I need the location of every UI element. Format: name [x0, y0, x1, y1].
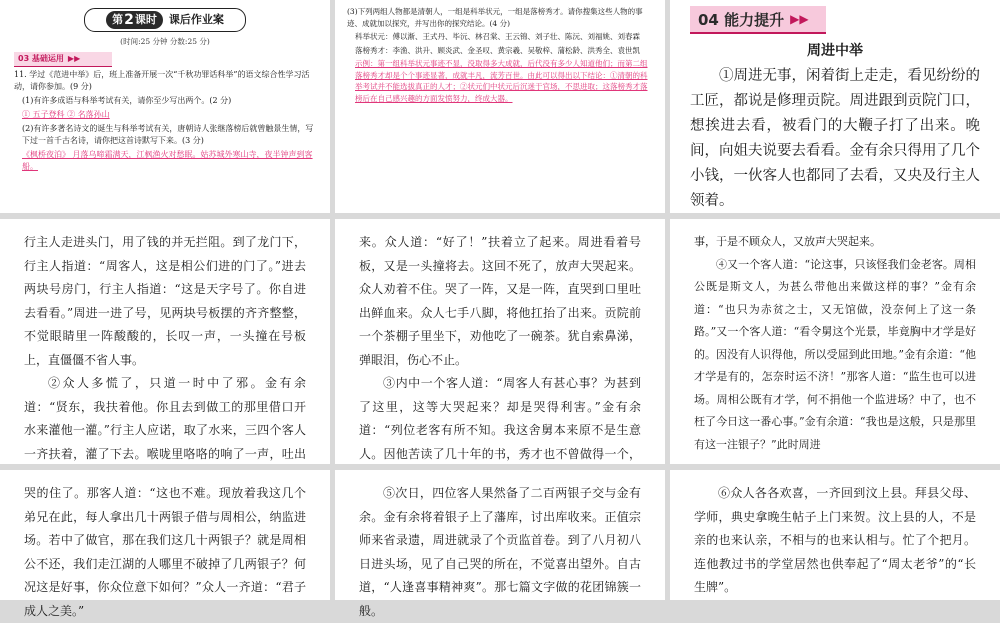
- panel-homework: [0, 0, 330, 213]
- question-3: (3)下列两组人物都是清朝人，一组是科举状元，一组是落榜秀才。请你搜集这些人物的事迹、成就加以探究，并写出你的探究结论。(4 分): [347, 7, 643, 28]
- paragraph-3: ③内中一个客人道：“周客人有甚心事？为甚到了这里，这等大哭起来？却是哭得利害。”金有余道：“列位老客有所不知。我这舍舅本来原不是生意人。因他苦读了几十年的书，秀才也不曾做得一个，: [359, 376, 641, 461]
- paragraph-1-continued: 行主人走进头门，用了钱的并无拦阻。到了龙门下，行主人指道：“周客人，这是相公们进的门了。”进去两块号房门，行主人指道：“这是天字号了。你自进去看看。”周进一进了号，见两块号板摆的齐齐整整，不觉眼睛里一阵酸酸的，长叹一声，一头撞在号板上，直僵僵不省人事。: [24, 235, 306, 367]
- lesson-number: 2: [124, 12, 134, 28]
- panel-article-part-2: [0, 219, 330, 464]
- question-11-2: (2)有许多著名诗文的诞生与科举考试有关，唐朝诗人张继落榜后就曾触景生情，写下过一首千古名诗，请你把这首诗默写下来。(3 分): [22, 124, 314, 145]
- answer-11-1: ① 五子登科 ② 名落孙山: [22, 110, 110, 119]
- section-tag-basic: [14, 52, 112, 67]
- question-11: 11. 学过《范进中举》后，班上准备开展一次“千秋功罪话科举”的语文综合性学习活动，请你参加。(9 分): [14, 70, 310, 91]
- panel-article-part-6: [335, 470, 665, 618]
- paragraph-4: ④又一个客人道：“论这事，只该怪我们金老客。周相公既是斯文人，为甚么带他出来做这样的事？”金有余道：“也只为赤贫之士，又无馆做，没奈何上了这一条路。”又一个客人道：“看令舅这个光景，毕竟胸中才学是好的。因没有人识得他，所以受屈到此田地。”金有余道：“他才学是有的，怎奈时运不济！”那客人道：“监生也可以进场。周相公既有才学，何不捐他一个监进场？中了，也不枉了今日这一番心事。”金有余道：“我也是这般，只是那里有这一注银子？”此时周进: [694, 257, 976, 451]
- paragraph-6: ⑥众人各各欢喜，一齐回到汶上县。拜县父母、学师，典史拿晚生帖子上门来贺。汶上县的人，不是亲的也来认亲，不相与的也来认相与。忙了个把月。连他教过书的学堂居然也供奉起了“周太老爷”的“长生牌”。: [694, 486, 976, 594]
- paragraph-2-continued: 来。众人道：“好了！”扶着立了起来。周进看着号板，又是一头撞将去。这回不死了，放声大哭起来。众人劝着不住。哭了一阵，又是一阵，直哭到口里吐出鲜血来。众人七手八脚，将他扛抬了出来。贡院前一个茶棚子里坐下，劝他吃了一碗茶。犹自索鼻涕，弹眼泪，伤心不止。: [359, 235, 641, 367]
- panel-article-part-4: [670, 219, 1000, 464]
- lesson-suffix: 课时: [134, 13, 157, 26]
- double-arrow-icon: ▶▶: [790, 12, 809, 26]
- lesson-title: 课后作业案: [168, 13, 224, 26]
- zhuangyuan-list: 科举状元：傅以渐、王式丹、毕沅、林召棠、王云锦、刘子壮、陈沅、刘福姚、刘春霖: [355, 32, 640, 41]
- paragraph-3-continued: 事，于是不顾众人，又放声大哭起来。: [694, 235, 881, 248]
- answer-11-2: 《枫桥夜泊》 月落乌啼霜满天，江枫渔火对愁眠。姑苏城外寒山寺，夜半钟声到客船。: [22, 150, 313, 171]
- article-title: 周进中举: [807, 43, 863, 59]
- luobang-list: 落榜秀才：李渔、洪升、顾炎武、金圣叹、黄宗羲、吴敬梓、蒲松龄、洪秀全、袁世凯: [355, 45, 640, 55]
- answer-3: 示例：第一组科举状元事迹不显，没取得多大成就，后代没有多少人知道他们；而第二组落榜秀才却是个个事迹显著，成就丰凡，流芳百世。由此可以得出以下结论：①清朝的科举考试并不能选拔真正的人才；②状元们中状元后沉迷于官场，不思进取；这落榜秀才落榜后在自己感兴趣的方面发愤努力，终成大器。: [355, 59, 648, 103]
- lesson-header: [84, 8, 246, 32]
- lesson-label: 第: [112, 13, 124, 26]
- double-arrow-icon: ▶▶: [67, 54, 81, 63]
- question-11-1: (1)有许多成语与科举考试有关，请你至少写出两个。(2 分): [22, 96, 232, 105]
- section-tag-ability: [690, 6, 826, 34]
- paragraph-2: ②众人多慌了，只道一时中了邪。金有余道：“贤东，我扶着他。你且去到做工的那里借口开水来灌他一灌。”行主人应诺，取了水来，三四个客人一齐扶着，灌了下去。喉咙里咯咯的响了一声，吐出: [24, 376, 306, 461]
- section-tag-label: 03 基础运用: [18, 54, 64, 63]
- panel-article-part-7: [670, 470, 1000, 600]
- panel-article-start: [670, 0, 1000, 213]
- time-score-line: (时间:25 分钟 分数:25 分): [120, 37, 210, 46]
- ability-tag-label: 04 能力提升: [698, 10, 785, 29]
- paragraph-1: ①周进无事，闲着街上走走，看见纷纷的工匠，都说是修理贡院。周进跟到贡院门口，想挨进去看，被看门的大鞭子打了出来。晚间，向姐夫说要去看看。金有余只得用了几个小钱，一伙客人也都同了去看，又央及行主人领着。: [690, 68, 980, 209]
- lesson-number-badge: [106, 11, 163, 29]
- panel-question-3: [335, 0, 665, 213]
- paragraph-5: ⑤次日，四位客人果然备了二百两银子交与金有余。金有余将着银子上了藩库，讨出库收来。正值宗师来省录遗，周进就录了个贡监首卷。到了八月初八日进头场，见了自己哭的所在，不觉喜出望外。自古道，“人逢喜事精神爽”。那七篇文字做的花团锦簇一般。: [359, 486, 641, 618]
- panel-article-part-5: [0, 470, 330, 618]
- panel-article-part-3: [335, 219, 665, 464]
- paragraph-4-continued: 哭的住了。那客人道：“这也不难。现放着我这几个弟兄在此，每人拿出几十两银子借与周相公，纳监进场。若中了做官，那在我们这几十两银子？就是周相公不还，我们走江湖的人哪里不破掉了几两银子？何况这是好事，你众位意下如何？”众人一齐道：“君子成人之美。”: [24, 486, 306, 618]
